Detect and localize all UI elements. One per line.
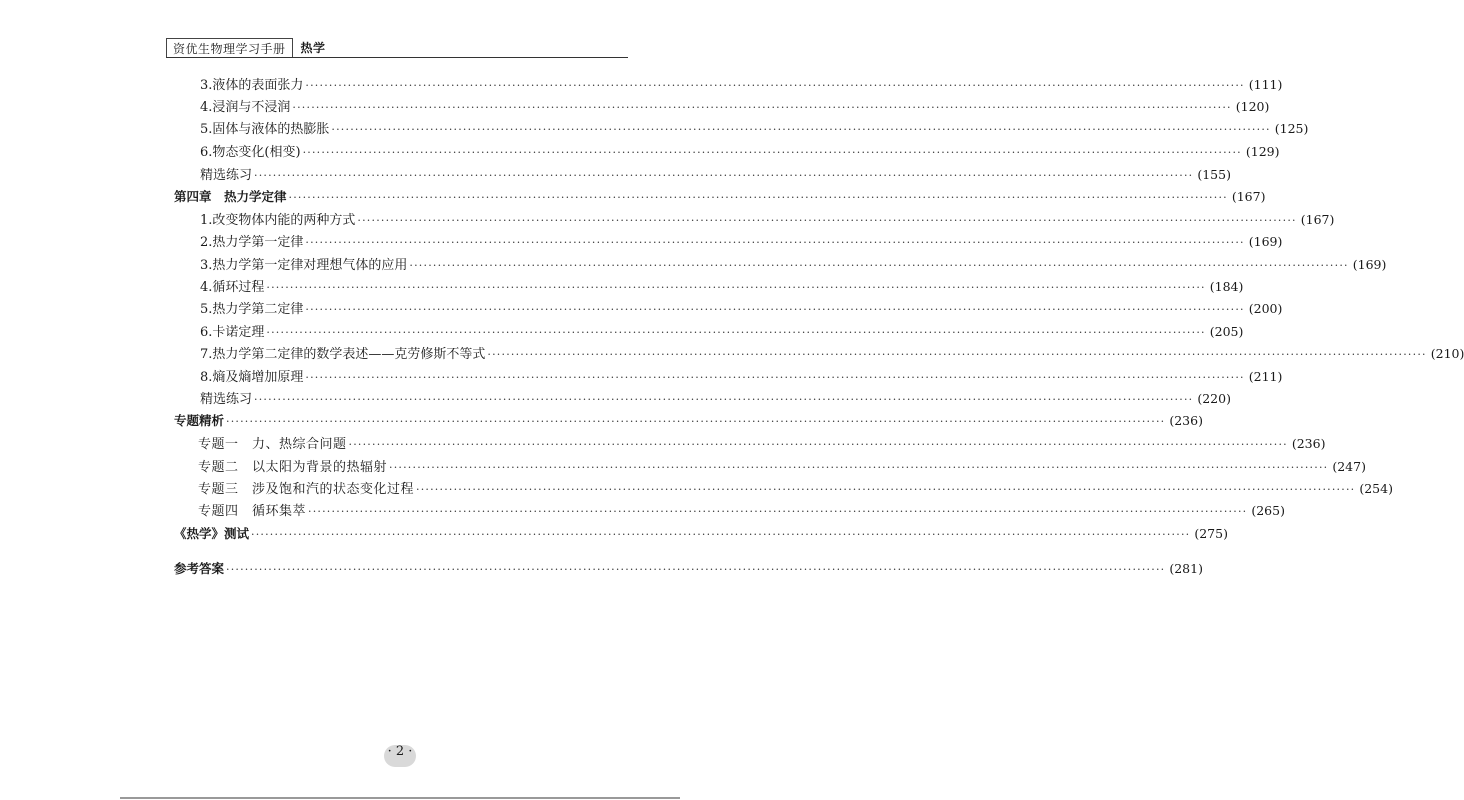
- toc-leader-dots: ········································································································································································································: [308, 505, 1248, 518]
- header-rule: [166, 57, 628, 58]
- toc-row: [0, 186, 1266, 208]
- toc-entry: [174, 558, 1203, 581]
- toc-page-number: (236): [1291, 436, 1326, 451]
- toc-title: 专题二 以太阳为背景的热辐射: [198, 460, 388, 475]
- toc-entry: [200, 366, 1283, 389]
- toc-row: [0, 231, 1283, 253]
- toc-entry: [200, 141, 1280, 164]
- toc-leader-dots: ········································································································································································································: [226, 563, 1166, 576]
- toc-entry: [198, 478, 1393, 501]
- toc-entry: [200, 298, 1283, 321]
- toc-entry: [200, 343, 1464, 366]
- toc-entry: [174, 410, 1203, 433]
- toc-row: [0, 343, 1464, 365]
- toc-entry: [200, 96, 1270, 119]
- toc-row: [0, 388, 1231, 410]
- toc-row: [0, 321, 1244, 343]
- toc-page-number: (265): [1251, 503, 1285, 518]
- page-number: [378, 741, 422, 769]
- toc-title: 4.循环过程: [200, 280, 265, 295]
- toc-title: 精选练习: [200, 168, 253, 183]
- toc-title: 6.物态变化(相变): [200, 145, 301, 160]
- toc-entry: [174, 523, 1228, 546]
- toc-leader-dots: ········································································································································································································: [292, 101, 1232, 114]
- toc-page-number: (111): [1248, 77, 1283, 92]
- toc-entry: [200, 164, 1231, 187]
- toc-title: 专题四 循环集萃: [198, 504, 307, 519]
- toc-entry: [200, 276, 1244, 299]
- toc-entry: [198, 500, 1285, 523]
- toc-page-number: (169): [1248, 234, 1283, 249]
- toc-leader-dots: ········································································································································································································: [305, 303, 1245, 316]
- toc-leader-dots: ········································································································································································································: [409, 259, 1349, 272]
- toc-title: 2.热力学第一定律: [200, 235, 304, 250]
- toc-leader-dots: ········································································································································································································: [266, 326, 1206, 339]
- toc-entry: [200, 388, 1231, 411]
- toc-title: 5.固体与液体的热膨胀: [200, 122, 330, 137]
- toc-title: 专题一 力、热综合问题: [198, 437, 347, 452]
- toc-page-number: (200): [1248, 301, 1283, 316]
- toc-row: [0, 298, 1283, 320]
- bottom-rule: [120, 797, 680, 799]
- toc-page-number: (236): [1169, 413, 1203, 428]
- toc-row: [0, 164, 1231, 186]
- toc-page-number: (275): [1194, 526, 1228, 541]
- toc-page-number: (167): [1300, 212, 1335, 227]
- toc-row: [0, 254, 1387, 276]
- toc-entry: [200, 254, 1387, 277]
- page-number-text: · 2 ·: [387, 744, 413, 759]
- toc-row: [0, 118, 1309, 140]
- toc-page-number: (125): [1274, 121, 1309, 136]
- toc-title: 《热学》测试: [174, 526, 250, 541]
- toc-page-number: (129): [1245, 144, 1280, 159]
- toc-row: [0, 96, 1270, 118]
- toc-page-number: (210): [1430, 346, 1464, 361]
- toc-entry: [198, 456, 1366, 479]
- toc-leader-dots: ········································································································································································································: [305, 236, 1245, 249]
- toc-row: [0, 366, 1283, 388]
- toc-leader-dots: ········································································································································································································: [416, 483, 1356, 496]
- toc-entry: [200, 74, 1283, 97]
- toc-page-number: (220): [1197, 391, 1231, 406]
- toc-page-number: (211): [1248, 369, 1283, 384]
- toc-leader-dots: ········································································································································································································: [487, 348, 1427, 361]
- toc-title: 6.卡诺定理: [200, 325, 265, 340]
- toc-title: 8.熵及熵增加原理: [200, 370, 304, 385]
- toc-title: 4.浸润与不浸润: [200, 100, 291, 115]
- toc-title: 5.热力学第二定律: [200, 302, 304, 317]
- toc-page-number: (155): [1197, 167, 1231, 182]
- toc-row: [0, 276, 1244, 298]
- toc-row: [0, 74, 1283, 96]
- toc-leader-dots: ········································································································································································································: [226, 415, 1166, 428]
- toc-page-number: (205): [1209, 324, 1244, 339]
- toc-entry: [174, 186, 1266, 209]
- toc-row: [0, 141, 1280, 163]
- toc-page-number: (120): [1235, 99, 1270, 114]
- toc-title: 参考答案: [174, 561, 225, 576]
- toc-leader-dots: ········································································································································································································: [348, 438, 1288, 451]
- subject-title: 热学: [300, 41, 326, 55]
- toc-title: 精选练习: [200, 392, 253, 407]
- toc-row: [0, 500, 1285, 522]
- toc-leader-dots: ········································································································································································································: [251, 528, 1191, 541]
- toc-leader-dots: ········································································································································································································: [266, 281, 1206, 294]
- toc-title: 1.改变物体内能的两种方式: [200, 213, 356, 228]
- toc-page-number: (247): [1332, 459, 1366, 474]
- toc-row: [0, 433, 1326, 455]
- toc-leader-dots: ········································································································································································································: [305, 371, 1245, 384]
- toc-row: [0, 478, 1393, 500]
- toc-page-number: (167): [1231, 189, 1266, 204]
- toc-entry: [198, 433, 1326, 456]
- toc-entry: [200, 231, 1283, 254]
- toc-page-number: (281): [1169, 561, 1203, 576]
- toc-leader-dots: ········································································································································································································: [305, 79, 1245, 92]
- toc-row: [0, 523, 1228, 545]
- toc-leader-dots: ········································································································································································································: [389, 461, 1329, 474]
- toc-entry: [200, 321, 1244, 344]
- toc-title: 专题精析: [174, 413, 225, 428]
- toc-entry: [200, 209, 1335, 232]
- toc-title: 3.热力学第一定律对理想气体的应用: [200, 258, 408, 273]
- book-title: 资优生物理学习手册: [166, 38, 293, 58]
- toc-leader-dots: ········································································································································································································: [254, 393, 1194, 406]
- running-header: [166, 38, 326, 57]
- toc-leader-dots: ········································································································································································································: [357, 214, 1297, 227]
- toc-title: 第四章 热力学定律: [174, 189, 287, 204]
- toc-leader-dots: ········································································································································································································: [331, 123, 1271, 136]
- toc-page-number: (169): [1352, 257, 1387, 272]
- toc-entry: [200, 118, 1309, 141]
- toc-title: 3.液体的表面张力: [200, 78, 304, 93]
- toc-row: [0, 558, 1203, 580]
- toc-title: 7.热力学第二定律的数学表述——克劳修斯不等式: [200, 347, 486, 362]
- toc-leader-dots: ········································································································································································································: [254, 169, 1194, 182]
- toc-leader-dots: ········································································································································································································: [288, 191, 1228, 204]
- toc-row: [0, 209, 1335, 231]
- toc-leader-dots: ········································································································································································································: [302, 146, 1242, 159]
- toc-row: [0, 456, 1366, 478]
- toc-page-number: (184): [1209, 279, 1244, 294]
- toc-page-number: (254): [1359, 481, 1393, 496]
- toc-row: [0, 410, 1203, 432]
- toc-title: 专题三 涉及饱和汽的状态变化过程: [198, 482, 415, 497]
